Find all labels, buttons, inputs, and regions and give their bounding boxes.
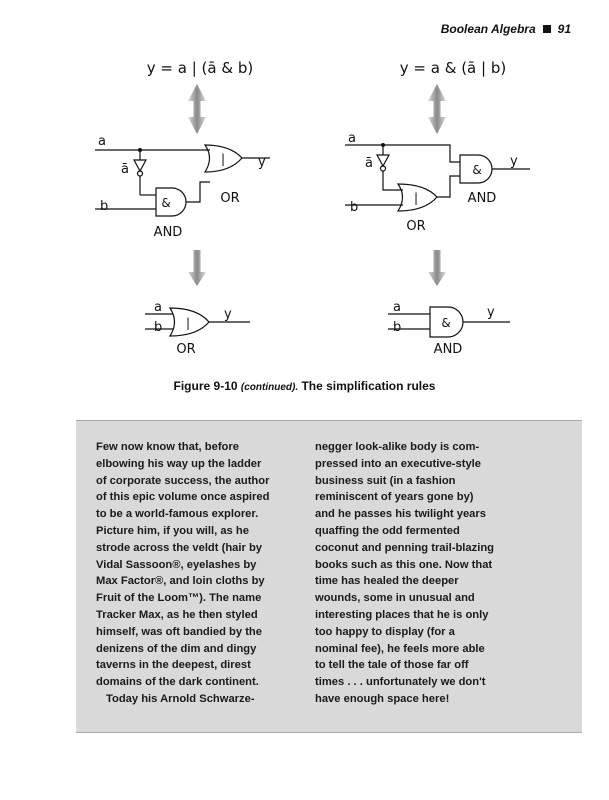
figure-caption-text: The simplification rules [301, 379, 436, 393]
sidebar-text-line: Today his Arnold Schwarze- [106, 692, 255, 705]
sidebar-text-line: interesting places that he is only [315, 608, 489, 621]
left-label-a: a [98, 134, 106, 149]
left-label-y: y [258, 155, 266, 170]
right-simplified-label-a: a [393, 300, 401, 315]
sidebar-text-line: strode across the veldt (hair by [96, 541, 262, 554]
left-simplified-or-label: OR [176, 342, 196, 357]
sidebar-text-line: to tell the tale of those far off [315, 659, 469, 672]
left-or-label: OR [220, 191, 240, 206]
sidebar-text-line: too happy to display (for a [315, 625, 455, 638]
figure-caption [0, 379, 609, 393]
left-double-arrow-icon [188, 84, 206, 134]
sidebar-text-line: have enough space here! [315, 692, 450, 705]
sidebar-text-line: reminiscent of years gone by) [315, 491, 474, 504]
right-label-b: b [350, 200, 359, 215]
right-simplified-label-b: b [393, 320, 402, 335]
right-or-label: OR [406, 219, 426, 234]
right-or-symbol: | [413, 191, 419, 205]
sidebar-text-line: wounds, some in unusual and [315, 592, 475, 605]
sidebar-text-line: Picture him, if you will, as he [96, 524, 249, 537]
left-label-not-a: ā [121, 162, 129, 177]
sidebar-text-line: pressed into an executive-style [315, 457, 482, 470]
left-simplified-label-a: a [154, 300, 162, 315]
page-number: 91 [557, 22, 571, 36]
sidebar-text-line: denizens of the dim and dingy [96, 642, 257, 655]
sidebar-text-line: domains of the dark continent. [96, 676, 259, 689]
sidebar-text-line: business suit (in a fashion [315, 474, 456, 487]
figure-number: Figure 9-10 [173, 379, 238, 393]
sidebar-text-line: coconut and penning trail-blazing [315, 541, 494, 554]
left-equation: y = a | (ā & b) [146, 59, 254, 77]
left-down-arrow-icon [188, 250, 206, 286]
sidebar-right-column [315, 439, 520, 708]
sidebar-text-line: Vidal Sassoon®, eyelashes by [96, 558, 257, 571]
sidebar-text-line: of corporate success, the author [96, 474, 270, 487]
right-and-label: AND [467, 191, 497, 206]
left-original-circuit [95, 145, 270, 216]
right-and-symbol: & [472, 163, 482, 177]
left-simplified-label-y: y [224, 307, 232, 322]
left-and-symbol: & [161, 196, 171, 210]
right-label-not-a: ā [365, 156, 373, 171]
right-original-circuit [345, 143, 530, 211]
sidebar-text-line: elbowing his way up the ladder [96, 457, 262, 470]
sidebar-text-line: to be a world-famous explorer. [96, 508, 259, 521]
sidebar-text-line: Max Factor®, and loin cloths by [96, 575, 265, 588]
sidebar-text-line: of this epic volume once aspired [96, 491, 270, 504]
sidebar-text-line: time has healed the deeper [315, 575, 459, 588]
figure-continued: (continued). [240, 382, 299, 393]
left-or-symbol: | [220, 152, 226, 166]
sidebar-text-line: Tracker Max, as he then styled [96, 608, 258, 621]
sidebar-text-line: nominal fee), he feels more able [315, 642, 485, 655]
header-title: Boolean Algebra [440, 22, 536, 36]
right-label-y: y [510, 154, 518, 169]
sidebar-text-line: himself, was oft bandied by the [96, 625, 262, 638]
sidebar-text-line: books such as this one. Now that [315, 558, 493, 571]
sidebar-text-line: quaffing the odd fermented [315, 524, 460, 537]
right-double-arrow-icon [428, 84, 446, 134]
right-equation: y = a & (ā | b) [399, 59, 507, 77]
left-and-label: AND [153, 225, 183, 240]
sidebar-text-line: and he passes his twilight years [315, 508, 486, 521]
sidebar-text-line: taverns in the deepest, direst [96, 659, 251, 672]
sidebar-text-line: negger look-alike body is com- [315, 441, 480, 453]
left-simplified-or-symbol: | [185, 316, 191, 330]
sidebar-text-line: Few now know that, before [96, 441, 239, 453]
right-label-a: a [348, 131, 356, 146]
left-simplified-label-b: b [154, 320, 163, 335]
right-simplified-and-symbol: & [441, 316, 451, 330]
sidebar-left-column [96, 439, 301, 708]
right-simplified-and-label: AND [433, 342, 463, 357]
right-simplified-label-y: y [487, 305, 495, 320]
sidebar-text-line: Fruit of the Loom™). The name [96, 592, 262, 605]
sidebar-box [76, 420, 582, 733]
sidebar-text-line: times . . . unfortunately we don't [315, 676, 486, 689]
left-label-b: b [100, 199, 109, 214]
right-down-arrow-icon [428, 250, 446, 286]
